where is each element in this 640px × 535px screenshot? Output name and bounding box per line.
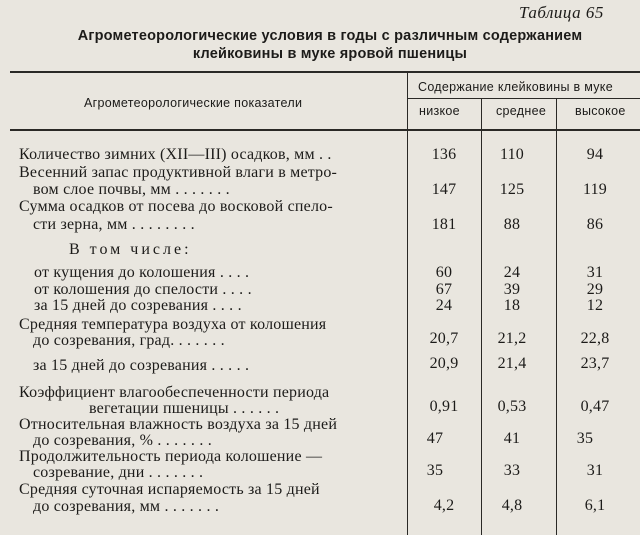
row-label-continued: до созревания, мм . . . . . . .: [33, 498, 220, 515]
row-label-continued: до созревания, % . . . . . . .: [33, 432, 212, 449]
row-label: Средняя температура воздуха от колошения: [19, 316, 327, 333]
value-low: 4,2: [433, 497, 455, 514]
value-high: 23,7: [580, 355, 610, 372]
table-number: Таблица 65: [519, 3, 604, 22]
value-high: 0,47: [580, 398, 610, 415]
row-label-continued: вегетации пшеницы . . . . . .: [89, 400, 280, 417]
value-low: 35: [426, 462, 444, 479]
value-low: 147: [431, 181, 457, 198]
value-low: 136: [431, 146, 457, 163]
row-label: Весенний запас продуктивной влаги в метро-: [19, 164, 338, 181]
subheader-rule: [407, 98, 640, 99]
value-low: 47: [426, 430, 444, 447]
row-label-continued: созревание, дни . . . . . . .: [33, 464, 204, 481]
value-medium: 41: [503, 430, 521, 447]
header-rule: [10, 129, 640, 131]
value-low: 67: [435, 281, 453, 298]
value-low: 0,91: [429, 398, 459, 415]
row-label-continued: сти зерна, мм . . . . . . . .: [33, 216, 195, 233]
row-label: Сумма осадков от посева до восковой спело-: [19, 198, 333, 215]
value-medium: 0,53: [497, 398, 527, 415]
value-medium: 88: [503, 216, 521, 233]
row-label: от колошения до спелости . . . .: [34, 281, 252, 298]
header-high: высокое: [575, 104, 626, 118]
row-label-continued: до созревания, град. . . . . . .: [33, 332, 225, 349]
value-medium: 4,8: [501, 497, 523, 514]
row-label-continued: вом слое почвы, мм . . . . . . .: [33, 181, 230, 198]
value-high: 6,1: [584, 497, 606, 514]
value-high: 119: [582, 181, 607, 198]
value-low: 24: [435, 297, 453, 314]
row-label: Коэффициент влагообеспеченности периода: [19, 384, 330, 401]
header-gluten-content: Содержание клейковины в муке: [418, 80, 613, 94]
value-low: 60: [435, 264, 453, 281]
table-title-line-2: клейковины в муке яровой пшеницы: [192, 46, 468, 62]
row-label: Количество зимних (XII—III) осадков, мм . .: [19, 146, 332, 163]
value-medium: 39: [503, 281, 521, 298]
value-medium: 33: [503, 462, 521, 479]
row-label: от кущения до колошения . . . .: [34, 264, 250, 281]
row-label: Продолжительность периода колошение —: [19, 448, 323, 465]
value-medium: 110: [499, 146, 524, 163]
value-high: 94: [586, 146, 604, 163]
top-rule: [10, 71, 640, 73]
value-high: 22,8: [580, 330, 610, 347]
value-low: 181: [431, 216, 457, 233]
value-high: 86: [586, 216, 604, 233]
header-indicators: Агрометеорологические показатели: [84, 96, 303, 110]
value-medium: 21,2: [497, 330, 527, 347]
subheading-including: В том числе:: [69, 241, 192, 258]
value-low: 20,9: [429, 355, 459, 372]
row-label: за 15 дней до созревания . . . .: [34, 297, 242, 314]
value-medium: 18: [503, 297, 521, 314]
value-high: 31: [586, 264, 604, 281]
value-medium: 21,4: [497, 355, 527, 372]
value-high: 29: [586, 281, 604, 298]
row-label: Средняя суточная испаряемость за 15 дней: [19, 481, 320, 498]
value-high: 31: [586, 462, 604, 479]
value-medium: 125: [499, 181, 525, 198]
row-label: за 15 дней до созревания . . . . .: [33, 357, 250, 374]
value-high: 12: [586, 297, 604, 314]
row-label: Относительная влажность воздуха за 15 дней: [19, 416, 338, 433]
header-low: низкое: [419, 104, 460, 118]
value-medium: 24: [503, 264, 521, 281]
value-low: 20,7: [429, 330, 459, 347]
value-high: 35: [576, 430, 594, 447]
table-title-line-1: Агрометеорологические условия в годы с различным содержанием: [77, 28, 583, 44]
column-divider-3: [556, 99, 557, 535]
header-medium: среднее: [496, 104, 547, 118]
